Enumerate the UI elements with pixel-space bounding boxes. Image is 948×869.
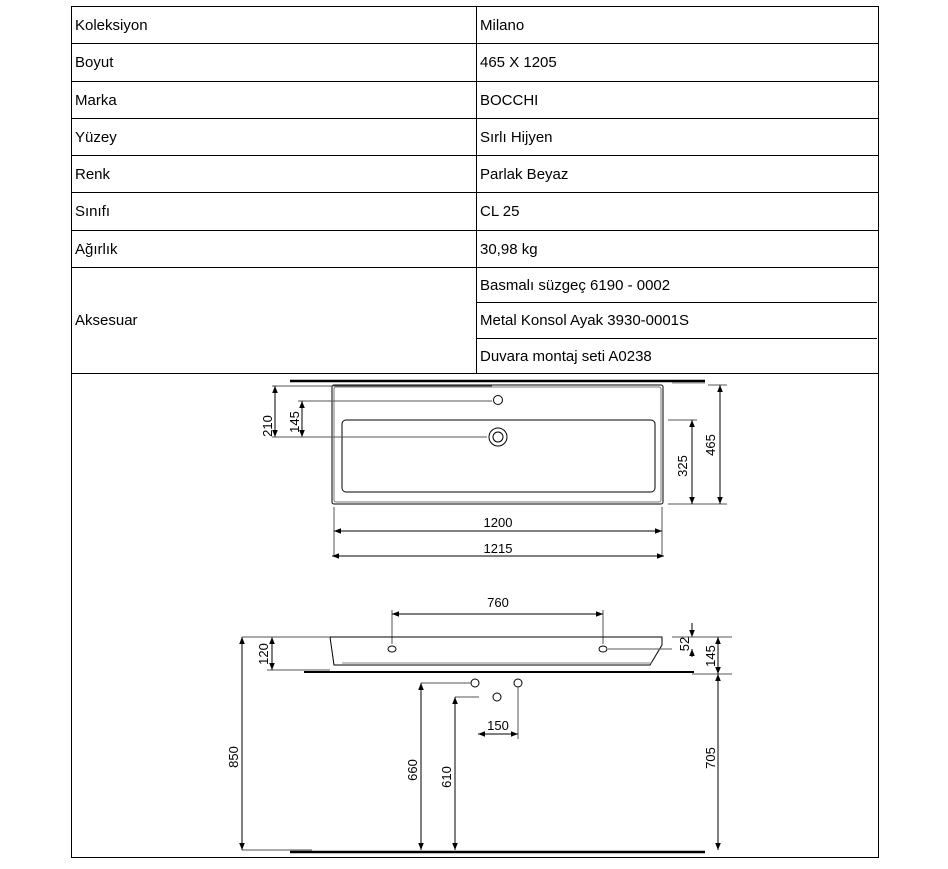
spec-row-accessories	[72, 268, 878, 374]
spec-value: BOCCHI	[480, 91, 539, 109]
mount-hole-center	[493, 693, 501, 701]
dim-660: 660	[405, 759, 420, 781]
spec-label: Aksesuar	[72, 268, 477, 373]
spec-label: Boyut	[72, 44, 477, 81]
spec-label: Koleksiyon	[72, 7, 477, 43]
dim-1215: 1215	[483, 541, 513, 556]
spec-value: Milano	[480, 16, 525, 34]
spec-label: Renk	[72, 156, 477, 192]
spec-row-weight	[72, 231, 878, 268]
mount-hole-left	[471, 679, 479, 687]
spec-label: Sınıfı	[72, 193, 477, 230]
dim-1200: 1200	[483, 515, 513, 530]
spec-value: Sırlı Hijyen	[480, 128, 553, 146]
dim-52: 52	[677, 636, 692, 652]
spec-label: Marka	[72, 82, 477, 118]
top-view	[272, 381, 727, 557]
spec-sheet	[71, 6, 879, 858]
basin-outline	[332, 385, 663, 504]
dim-120: 120	[256, 643, 271, 665]
spec-row-color	[72, 156, 878, 193]
dim-760: 760	[487, 595, 509, 610]
spec-value: 465 X 1205	[480, 54, 557, 71]
dim-465: 465	[703, 434, 718, 456]
spec-row-size	[72, 44, 878, 82]
bracket-hole-left	[388, 646, 396, 652]
dim-145-front: 145	[703, 645, 718, 667]
dim-150: 150	[487, 718, 509, 733]
accessory-item: Basmalı süzgeç 6190 - 0002	[477, 268, 877, 303]
basin-bowl	[342, 420, 655, 492]
spec-row-collection	[72, 7, 878, 44]
spec-value: 30,98 kg	[480, 240, 538, 258]
dim-210: 210	[260, 415, 275, 437]
spec-label: Yüzey	[72, 119, 477, 155]
spec-row-surface	[72, 119, 878, 156]
accessory-item: Metal Konsol Ayak 3930-0001S	[477, 303, 877, 339]
spec-row-brand	[72, 82, 878, 119]
spec-value: CL 25	[480, 203, 520, 220]
mount-hole-right	[514, 679, 522, 687]
dim-705: 705	[703, 747, 718, 769]
drain-outer	[489, 428, 507, 446]
dim-145: 145	[287, 411, 302, 433]
spec-label: Ağırlık	[72, 231, 477, 267]
accessory-item: Duvara montaj seti A0238	[480, 348, 652, 365]
dim-850: 850	[226, 746, 241, 768]
spec-value: Parlak Beyaz	[480, 165, 569, 183]
drain-inner	[493, 432, 503, 442]
dim-610: 610	[439, 766, 454, 788]
technical-drawing	[72, 374, 878, 857]
bracket-hole-right	[599, 646, 607, 652]
basin-front	[330, 637, 662, 665]
dim-325: 325	[675, 455, 690, 477]
spec-row-class	[72, 193, 878, 231]
tap-hole	[494, 396, 503, 405]
